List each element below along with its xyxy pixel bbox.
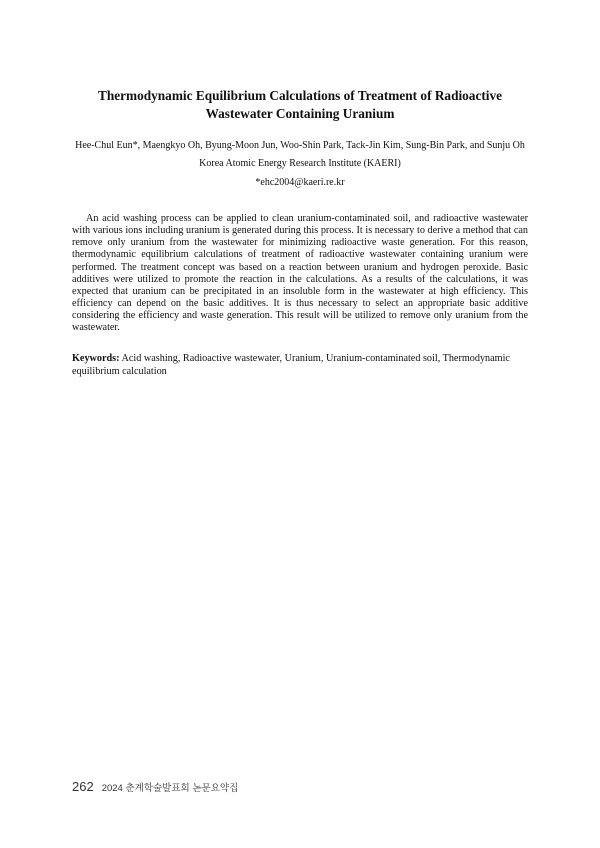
paper-title — [72, 87, 528, 123]
author-affiliation: Korea Atomic Energy Research Institute (KAERI) — [199, 158, 401, 169]
corresponding-email: *ehc2004@kaeri.re.kr — [255, 177, 345, 188]
keywords-label: Keywords: — [72, 353, 120, 364]
paper-title-line-1: Thermodynamic Equilibrium Calculations of Treatment of Radioactive — [97, 88, 503, 103]
paper-title-line-2: Wastewater Containing Uranium — [205, 106, 395, 121]
keywords-line — [72, 353, 528, 378]
page-number: 262 — [72, 779, 94, 794]
abstract-paragraph: An acid washing process can be applied to clean uranium-contaminated soil, and radioactive wastewater with various ions including uranium is generated during this process. It is necessary to derive a method that can remove only uranium from the wastewater for minimizing radioactive waste generation. For this reason, thermodynamic equilibrium calculations of treatment of radioactive wastewater containing uranium were performed. The treatment concept was based on a reaction between uranium and hydrogen peroxide. Basic additives were utilized to promote the reaction in the calculations. As a results of the calculations, it was expected that uranium can be precipitated in an insoluble form in the wastewater at high efficiency. This efficiency can depend on the basic additives. It is thus necessary to select an appropriate basic additive considering the efficiency and waste generation. This result will be utilized to remove only uranium from the wastewater. — [72, 213, 528, 334]
author-list: Hee-Chul Eun*, Maengkyo Oh, Byung-Moon Jun, Woo-Shin Park, Tack-Jin Kim, Sung-Bin Park, and Sunju Oh — [75, 140, 525, 151]
proceedings-title: 2024 춘계학술발표회 논문요약집 — [101, 783, 239, 794]
page-footer — [72, 779, 372, 797]
keywords-text: Acid washing, Radioactive wastewater, Uranium, Uranium-contaminated soil, Thermodynamic equilibrium calculation — [72, 353, 510, 377]
